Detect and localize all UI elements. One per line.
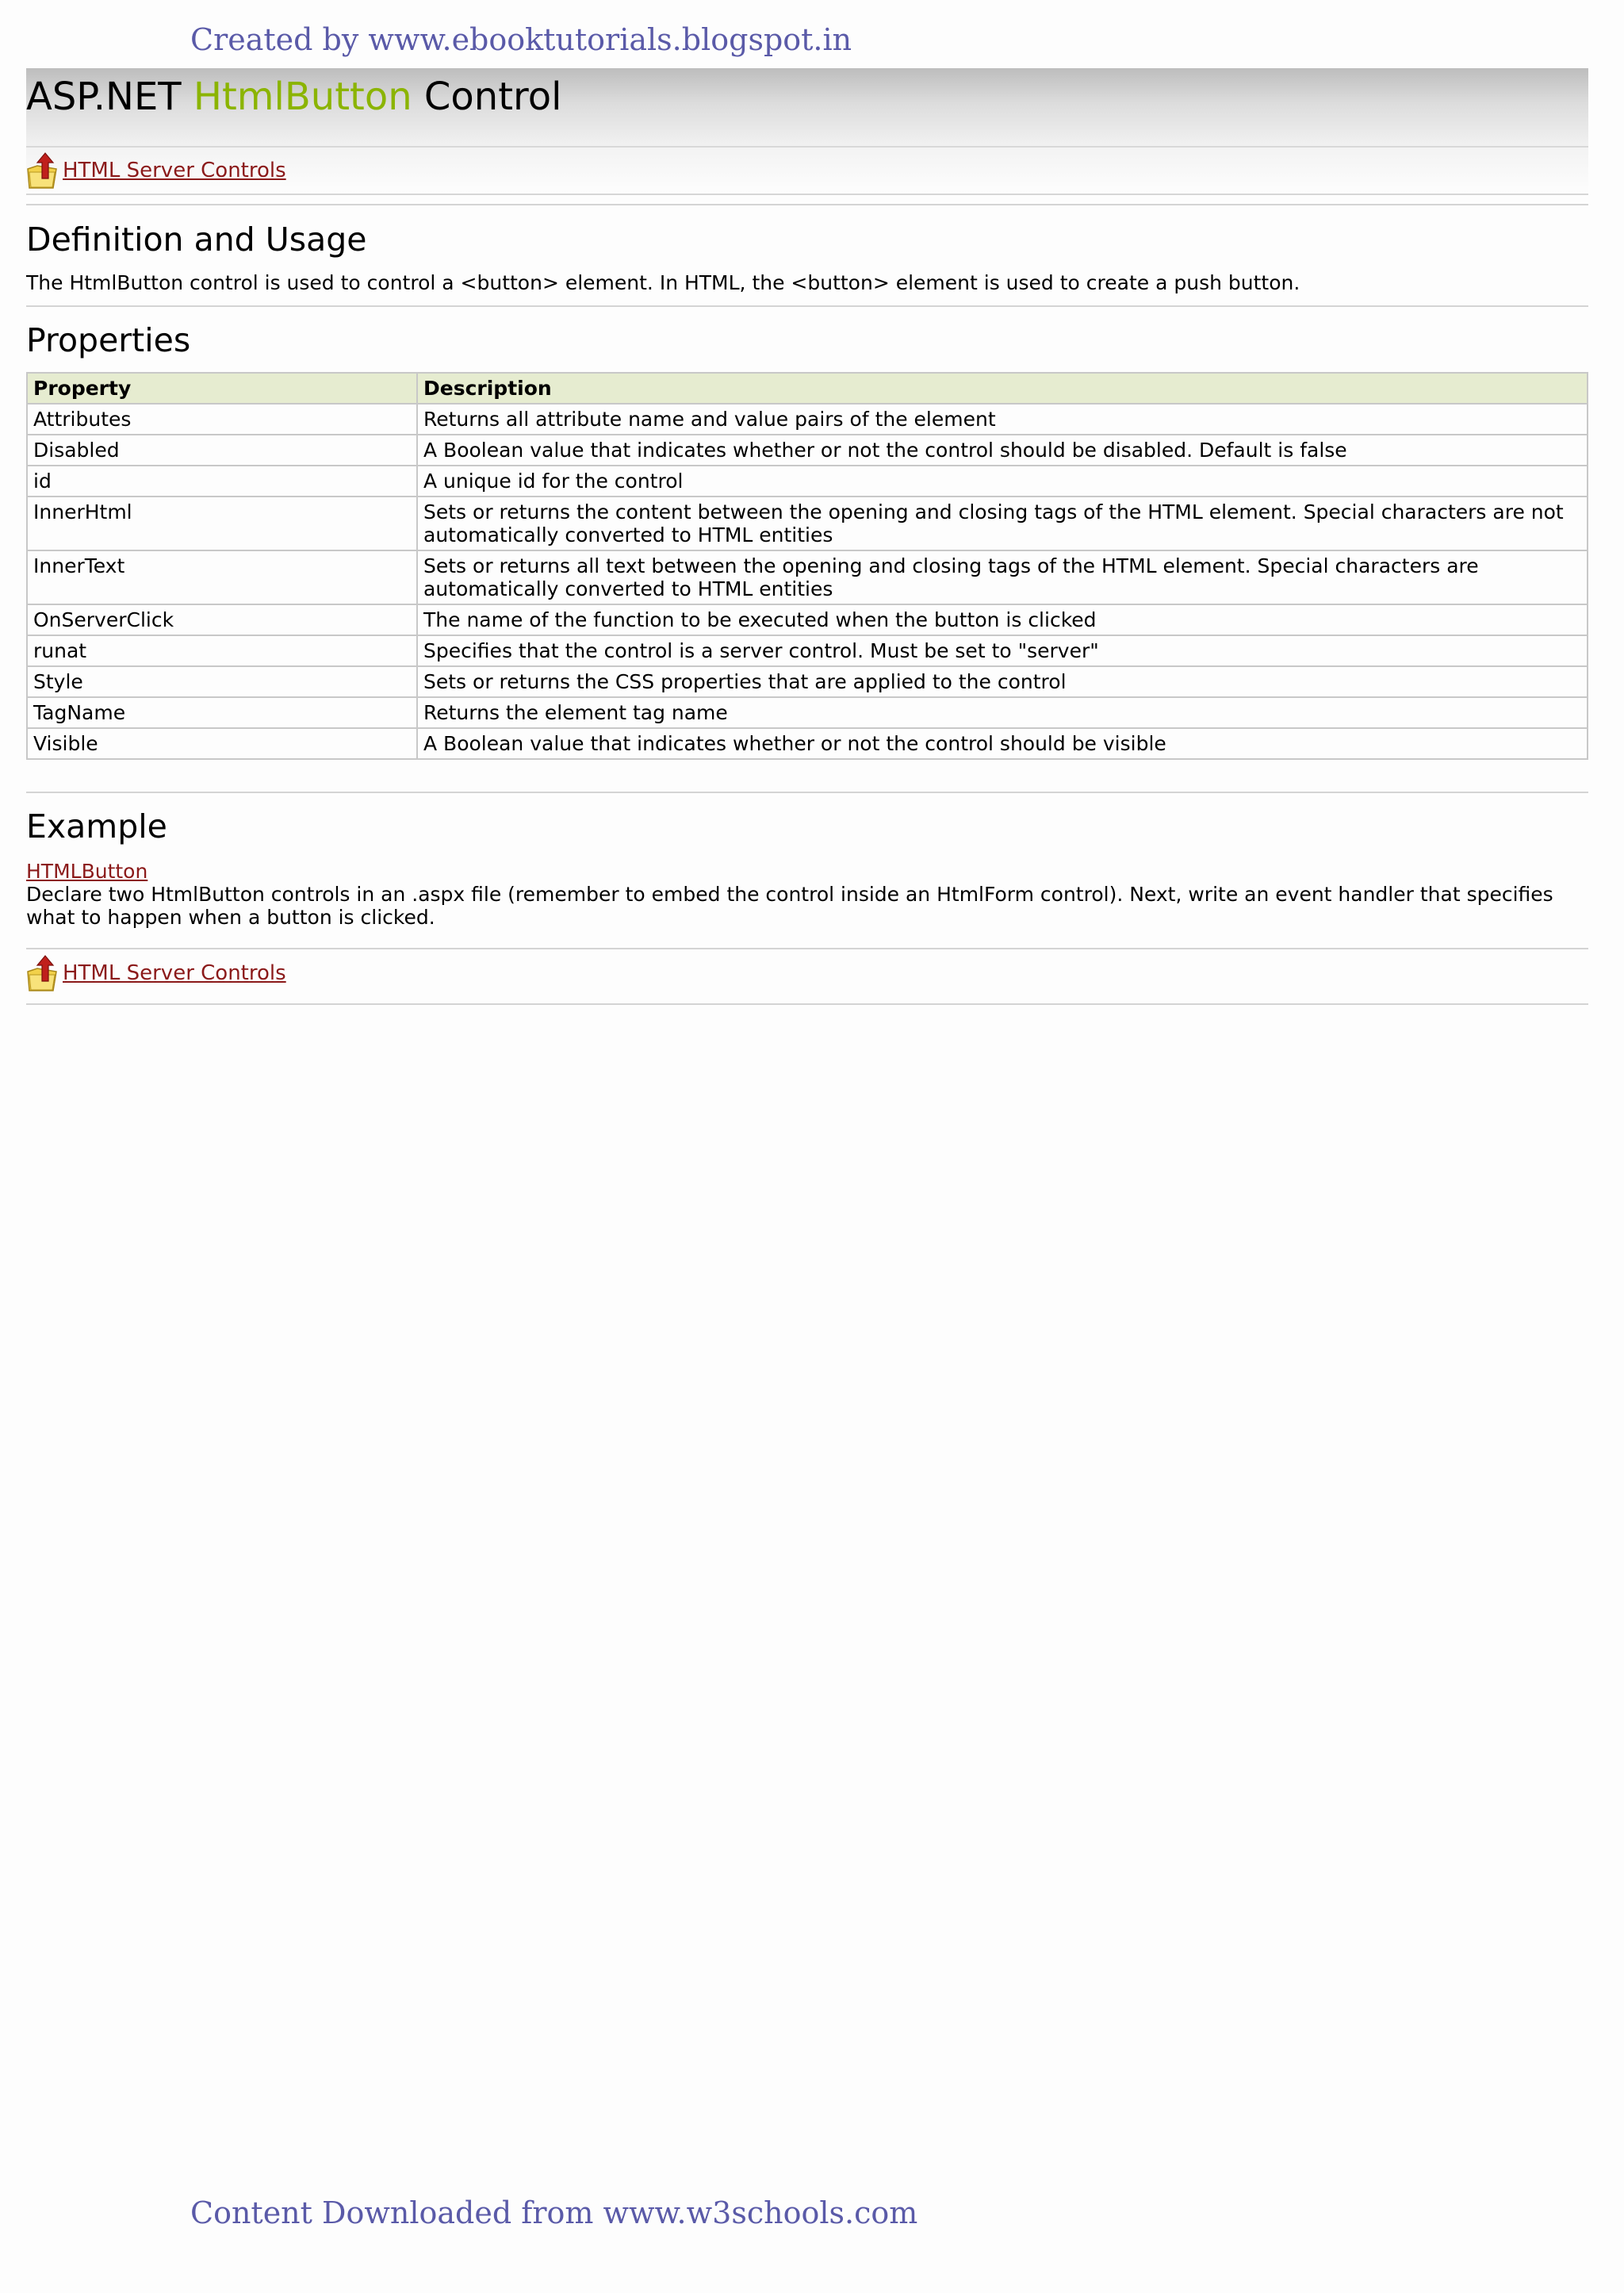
divider	[26, 204, 1588, 205]
property-description: Sets or returns the content between the opening and closing tags of the HTML element. Special characters are not automatically converted to HTML entities	[417, 497, 1588, 550]
example-block	[26, 860, 1588, 929]
divider	[26, 305, 1588, 307]
properties-heading: Properties	[26, 321, 191, 359]
table-row	[27, 550, 1588, 604]
title-suffix: Control	[412, 75, 562, 119]
watermark-bottom: Content Downloaded from www.w3schools.com	[190, 2195, 918, 2230]
property-description: Returns all attribute name and value pairs of the element	[417, 404, 1588, 435]
property-description: Returns the element tag name	[417, 697, 1588, 728]
page-content	[26, 68, 1588, 1005]
example-text: Declare two HtmlButton controls in an .aspx file (remember to embed the control inside an HtmlForm control). Next, write an event handler that specifies what to happen when a button is clicked.	[26, 883, 1553, 929]
property-description: Sets or returns all text between the opening and closing tags of the HTML element. Special characters are automatically converted to HTML entities	[417, 550, 1588, 604]
nav-row-bottom	[26, 949, 1588, 997]
properties-table	[26, 372, 1588, 760]
table-row	[27, 466, 1588, 497]
property-description: Sets or returns the CSS properties that are applied to the control	[417, 666, 1588, 697]
nav-link-label: HTML Server Controls	[63, 961, 286, 985]
html-server-controls-link-bottom[interactable]	[26, 954, 286, 992]
htmlbutton-example-link[interactable]: HTMLButton	[26, 860, 148, 883]
table-row	[27, 728, 1588, 759]
table-row	[27, 404, 1588, 435]
table-row	[27, 697, 1588, 728]
nav-link-label: HTML Server Controls	[63, 159, 286, 182]
column-header-property: Property	[27, 373, 417, 404]
definition-heading: Definition and Usage	[26, 220, 367, 259]
column-header-description: Description	[417, 373, 1588, 404]
property-name: Disabled	[27, 435, 417, 466]
property-name: InnerHtml	[27, 497, 417, 550]
property-name: Visible	[27, 728, 417, 759]
watermark-top: Created by www.ebooktutorials.blogspot.in	[190, 22, 852, 57]
table-row	[27, 435, 1588, 466]
html-server-controls-link-top[interactable]	[26, 151, 286, 190]
example-heading: Example	[26, 807, 167, 845]
divider	[26, 1003, 1588, 1005]
property-name: Style	[27, 666, 417, 697]
property-description: A Boolean value that indicates whether or not the control should be disabled. Default is false	[417, 435, 1588, 466]
property-description: Specifies that the control is a server control. Must be set to "server"	[417, 635, 1588, 666]
page-title	[26, 68, 1588, 118]
property-description: A Boolean value that indicates whether or not the control should be visible	[417, 728, 1588, 759]
nav-row-top	[26, 148, 1588, 195]
folder-up-icon	[26, 954, 59, 992]
property-description: The name of the function to be executed when the button is clicked	[417, 604, 1588, 635]
folder-up-icon	[26, 151, 59, 190]
definition-text: The HtmlButton control is used to control a <button> element. In HTML, the <button> element is used to create a push button.	[26, 271, 1300, 294]
property-name: runat	[27, 635, 417, 666]
table-row	[27, 635, 1588, 666]
table-header-row	[27, 373, 1588, 404]
table-row	[27, 666, 1588, 697]
title-accent: HtmlButton	[193, 75, 412, 119]
divider	[26, 792, 1588, 793]
property-name: OnServerClick	[27, 604, 417, 635]
property-name: id	[27, 466, 417, 497]
table-row	[27, 497, 1588, 550]
property-description: A unique id for the control	[417, 466, 1588, 497]
property-name: InnerText	[27, 550, 417, 604]
table-row	[27, 604, 1588, 635]
property-name: Attributes	[27, 404, 417, 435]
title-prefix: ASP.NET	[26, 75, 193, 119]
title-bar	[26, 68, 1588, 148]
property-name: TagName	[27, 697, 417, 728]
